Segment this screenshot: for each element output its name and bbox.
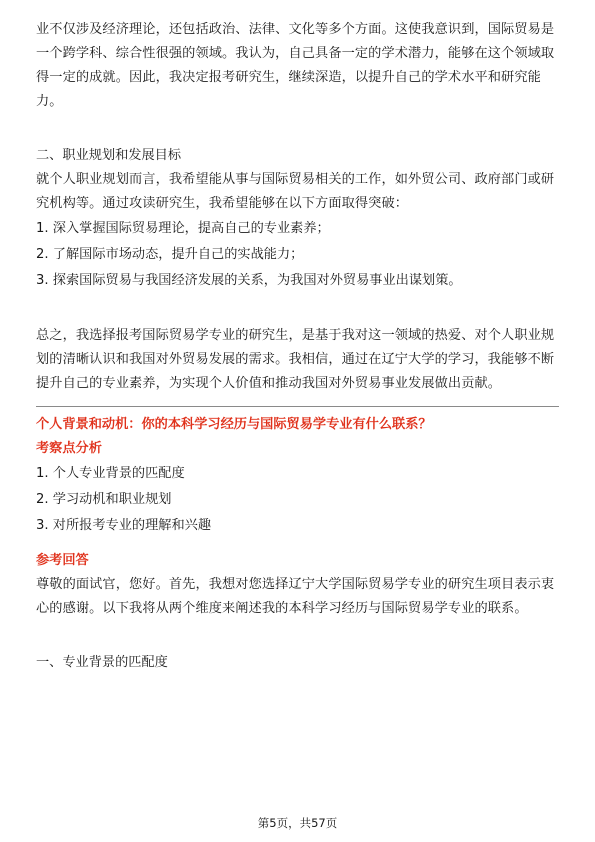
section2-body: 就个人职业规划而言，我希望能从事与国际贸易相关的工作，如外贸公司、政府部门或研究机构等。通过攻读研究生，我希望能够在以下方面取得突破：: [36, 172, 555, 211]
intro-paragraph: 业不仅涉及经济理论，还包括政治、法律、文化等多个方面。这使我意识到，国际贸易是一个跨学科、综合性很强的领域。我认为，自己具备一定的学术潜力，能够在这个领域取得一定的成就。因此，我决定报考研究生，继续深造，以提升自己的学术水平和研究能力。: [36, 22, 555, 109]
section2-item-2: 2. 了解国际市场动态，提升自己的实战能力；: [36, 247, 304, 262]
analysis-item-3: 3. 对所报考专业的理解和兴趣: [36, 518, 212, 533]
page-footer: 第5页，共57页: [257, 816, 338, 830]
question-title: 个人背景和动机：你的本科学习经历与国际贸易学专业有什么联系？: [36, 417, 432, 432]
analysis-item-1: 1. 个人专业背景的匹配度: [36, 466, 185, 481]
analysis-item-2: 2. 学习动机和职业规划: [36, 492, 172, 507]
spacer: [36, 621, 559, 651]
section2-heading: 二、职业规划和发展目标: [36, 148, 182, 163]
answer-label: 参考回答: [36, 553, 89, 568]
spacer: [36, 114, 559, 144]
analysis-label: 考察点分析: [36, 441, 102, 456]
section-divider: [36, 406, 559, 407]
section2-item-1: 1. 深入掌握国际贸易理论，提高自己的专业素养；: [36, 221, 330, 236]
document-page: [36, 18, 559, 675]
spacer: [36, 539, 559, 549]
answer-body: 尊敬的面试官，您好。首先，我想对您选择辽宁大学国际贸易学专业的研究生项目表示衷心的感谢。以下我将从两个维度来阐述我的本科学习经历与国际贸易学专业的联系。: [36, 577, 555, 616]
conclusion-paragraph: 总之，我选择报考国际贸易学专业的研究生，是基于我对这一领域的热爱、对个人职业规划的清晰认识和我国对外贸易发展的需求。我相信，通过在辽宁大学的学习，我能够不断提升自己的专业素养，为实现个人价值和推动我国对外贸易事业发展做出贡献。: [36, 328, 555, 391]
section2-item-3: 3. 探索国际贸易与我国经济发展的关系，为我国对外贸易事业出谋划策。: [36, 273, 462, 288]
spacer: [36, 294, 559, 324]
answer-section1-heading: 一、专业背景的匹配度: [36, 655, 168, 670]
